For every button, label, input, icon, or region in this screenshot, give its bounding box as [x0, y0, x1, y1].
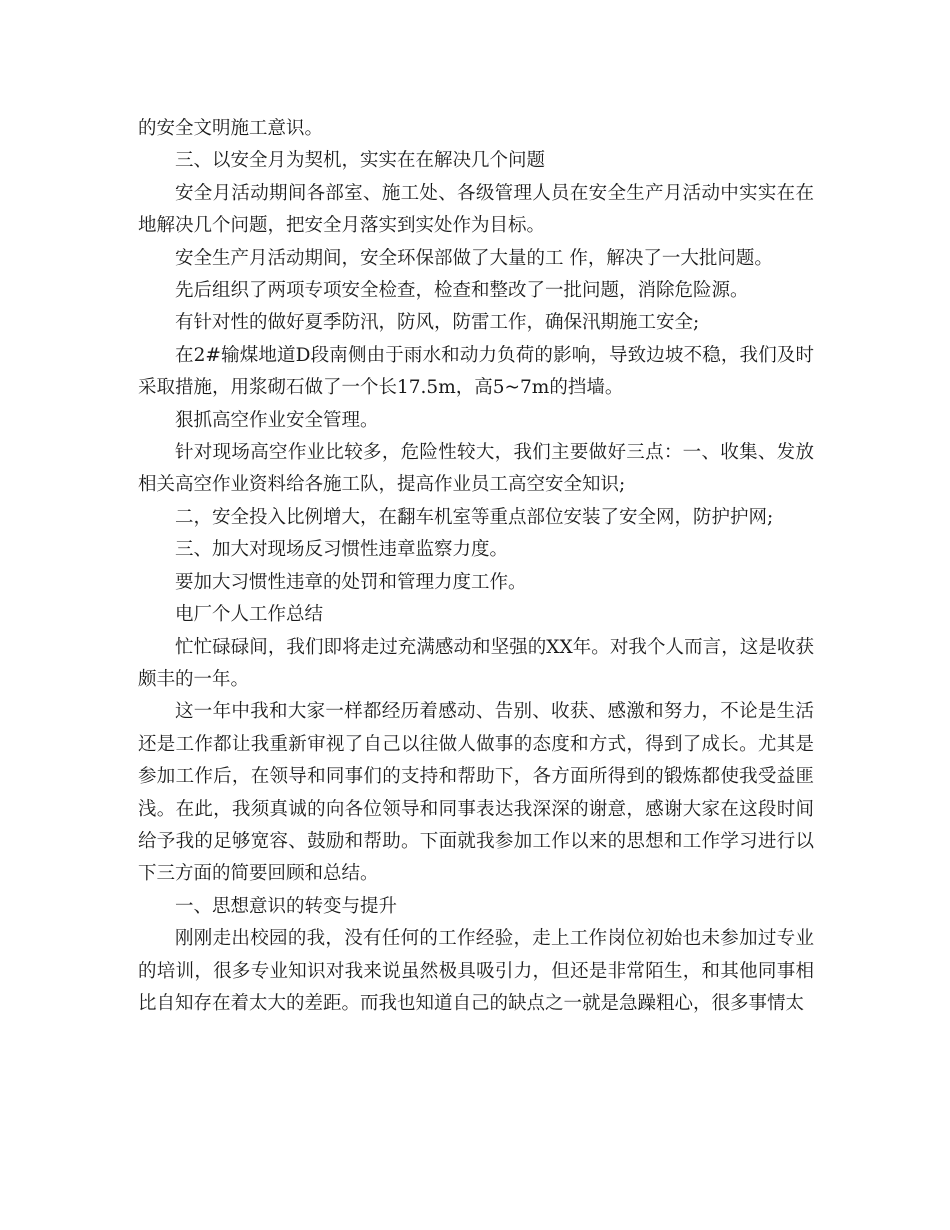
paragraph: 安全月活动期间各部室、施工处、各级管理人员在安全生产月活动中实实在在地解决几个问题，把安全月落实到实处作为目标。: [138, 182, 814, 237]
paragraph: 刚刚走出校园的我，没有任何的工作经验，走上工作岗位初始也未参加过专业的培训，很多专业知识对我来说虽然极具吸引力，但还是非常陌生，和其他同事相比自知存在着太大的差距。而我也知道自己的缺点之一就是急躁粗心，很多事情太: [138, 928, 814, 1014]
paragraph: 先后组织了两项专项安全检查，检查和整改了一批问题，消除危险源。: [175, 280, 749, 302]
paragraph: 忙忙碌碌间，我们即将走过充满感动和坚强的XX年。对我个人而言，这是收获颇丰的一年。: [138, 636, 814, 690]
section-heading-one: 一、思想意识的转变与提升: [175, 895, 398, 917]
paragraph: 安全生产月活动期间，安全环保部做了大量的工 作，解决了一大批问题。: [175, 247, 773, 269]
section-heading-three: 三、以安全月为契机，实实在在解决几个问题: [175, 150, 546, 172]
paragraph: 有针对性的做好夏季防汛，防风，防雷工作，确保汛期施工安全;: [175, 312, 700, 334]
paragraph-continued: 的安全文明施工意识。: [138, 118, 324, 139]
paragraph: 针对现场高空作业比较多，危险性较大，我们主要做好三点：一、收集、发放相关高空作业资料给各施工队，提高作业员工高空安全知识;: [138, 442, 814, 496]
document-body: [138, 113, 814, 1020]
paragraph: 这一年中我和大家一样都经历着感动、告别、收获、感激和努力，不论是生活还是工作都让我重新审视了自己以往做人做事的态度和方式，得到了成长。尤其是参加工作后，在领导和同事们的支持和帮助下，各方面所得到的锻炼都使我受益匪浅。在此，我须真诚的向各位领导和同事表达我深深的谢意，感谢大家在这段时间给予我的足够宽容、鼓励和帮助。下面就我参加工作以来的思想和工作学习进行以下三方面的简要回顾和总结。: [138, 701, 814, 885]
paragraph: 要加大习惯性违章的处罚和管理力度工作。: [175, 571, 527, 593]
document-title: 电厂个人工作总结: [175, 604, 324, 626]
paragraph: 狠抓高空作业安全管理。: [175, 409, 379, 431]
paragraph: 三、加大对现场反习惯性违章监察力度。: [175, 539, 509, 561]
paragraph: 二，安全投入比例增大，在翻车机室等重点部位安装了安全网，防护护网;: [175, 506, 774, 528]
paragraph: 在2#输煤地道D段南侧由于雨水和动力负荷的影响，导致边坡不稳，我们及时采取措施，用浆砌石做了一个长17.5m，高5~7m的挡墙。: [138, 344, 814, 399]
